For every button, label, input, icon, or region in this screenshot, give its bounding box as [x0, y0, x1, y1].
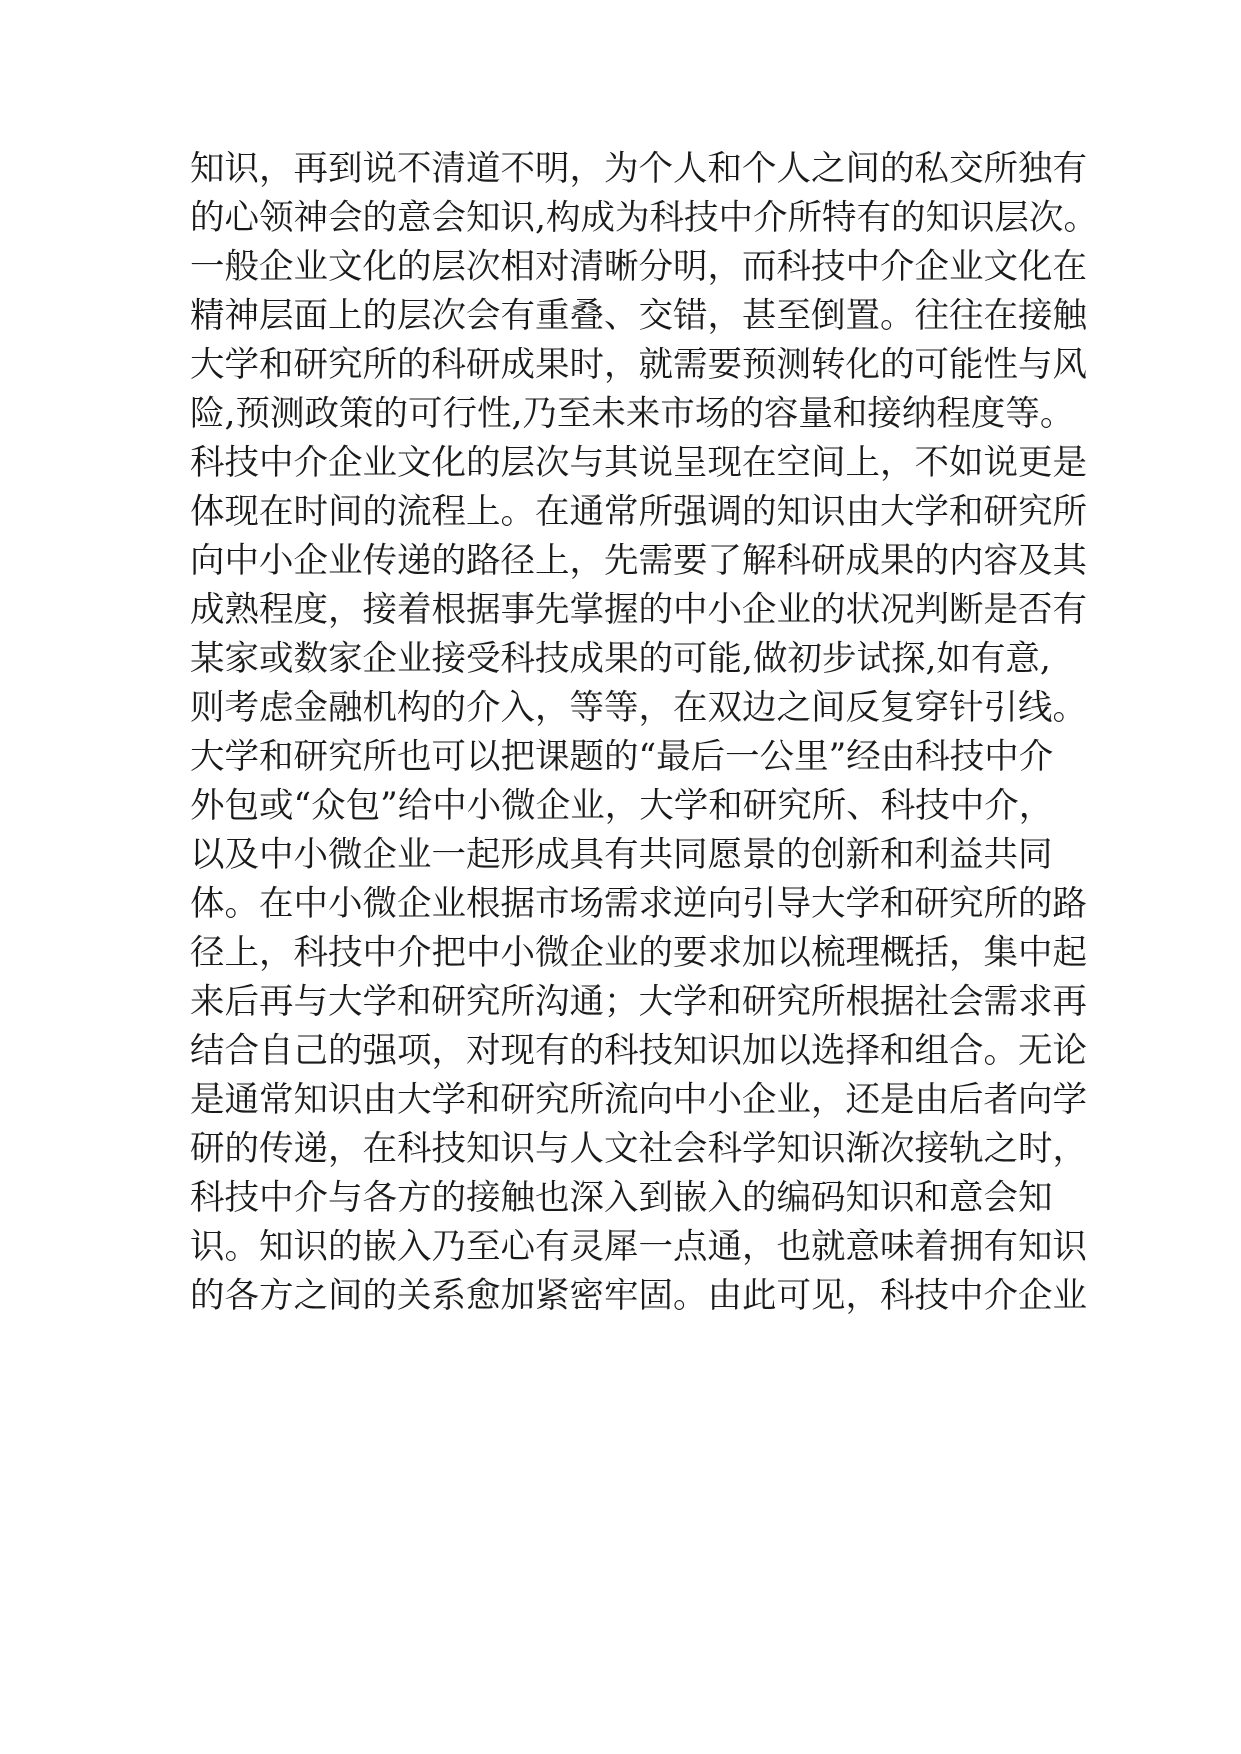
- text-line: 是通常知识由大学和研究所流向中小企业，还是由后者向学: [190, 1080, 1087, 1120]
- text-line: 知识，再到说不清道不明，为个人和个人之间的私交所独有: [190, 149, 1087, 189]
- text-line: 径上，科技中介把中小微企业的要求加以梳理概括，集中起: [190, 933, 1087, 973]
- text-line: 体。在中小微企业根据市场需求逆向引导大学和研究所的路: [190, 884, 1087, 924]
- text-line: 科技中介与各方的接触也深入到嵌入的编码知识和意会知: [190, 1178, 1053, 1218]
- text-line: 体现在时间的流程上。在通常所强调的知识由大学和研究所: [190, 492, 1087, 532]
- text-line: 成熟程度，接着根据事先掌握的中小企业的状况判断是否有: [190, 590, 1087, 630]
- text-line: 研的传递，在科技知识与人文社会科学知识渐次接轨之时，: [190, 1129, 1087, 1169]
- text-line: 以及中小微企业一起形成具有共同愿景的创新和利益共同: [190, 835, 1053, 875]
- text-line: 大学和研究所的科研成果时，就需要预测转化的可能性与风: [190, 345, 1087, 385]
- text-line: 结合自己的强项，对现有的科技知识加以选择和组合。无论: [190, 1031, 1087, 1071]
- text-line: 某家或数家企业接受科技成果的可能,做初步试探,如有意,: [190, 639, 1051, 679]
- text-line: 向中小企业传递的路径上，先需要了解科研成果的内容及其: [190, 541, 1087, 581]
- text-line: 科技中介企业文化的层次与其说呈现在空间上，不如说更是: [190, 443, 1087, 483]
- text-line: 的各方之间的关系愈加紧密牢固。由此可见，科技中介企业: [190, 1276, 1087, 1316]
- text-line: 精神层面上的层次会有重叠、交错，甚至倒置。往往在接触: [190, 296, 1087, 336]
- text-line: 一般企业文化的层次相对清晰分明，而科技中介企业文化在: [190, 247, 1087, 287]
- text-line: 大学和研究所也可以把课题的“最后一公里”经由科技中介: [190, 737, 1054, 777]
- text-line: 的心领神会的意会知识,构成为科技中介所特有的知识层次。: [190, 198, 1098, 238]
- text-line: 识。知识的嵌入乃至心有灵犀一点通，也就意味着拥有知识: [190, 1227, 1087, 1267]
- text-line: 来后再与大学和研究所沟通；大学和研究所根据社会需求再: [190, 982, 1087, 1022]
- text-line: 险,预测政策的可行性,乃至未来市场的容量和接纳程度等。: [190, 394, 1075, 434]
- body-text: [190, 145, 1098, 1321]
- text-line: 则考虑金融机构的介入，等等，在双边之间反复穿针引线。: [190, 688, 1087, 728]
- text-line: 外包或“众包”给中小微企业，大学和研究所、科技中介，: [190, 786, 1054, 826]
